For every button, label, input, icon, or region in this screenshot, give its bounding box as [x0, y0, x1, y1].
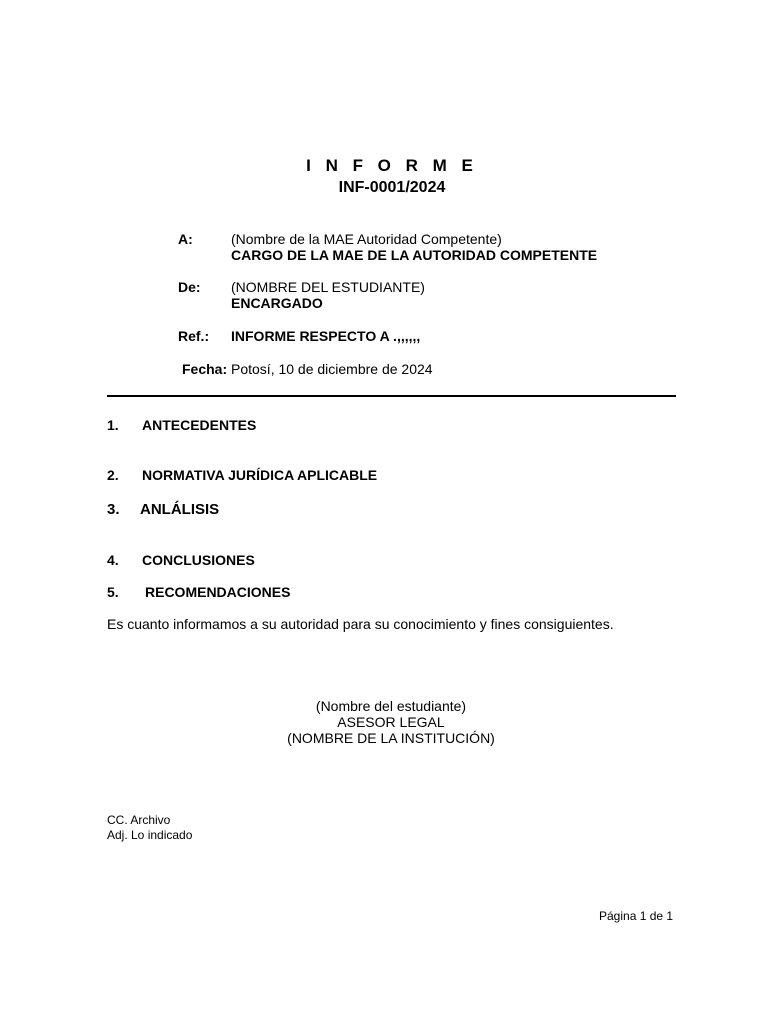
document-code: INF-0001/2024 — [338, 179, 446, 196]
from-position: ENCARGADO — [231, 295, 323, 311]
header-divider — [107, 395, 676, 397]
to-name: (Nombre de la MAE Autoridad Competente) — [231, 231, 502, 247]
to-position: CARGO DE LA MAE DE LA AUTORIDAD COMPETENTE — [231, 247, 598, 263]
section-number: 5. — [107, 584, 119, 600]
section-number: 3. — [107, 501, 120, 518]
section-number: 1. — [107, 417, 119, 433]
section-number: 2. — [107, 467, 119, 483]
signature-role: ASESOR LEGAL — [337, 714, 445, 730]
ref-value: INFORME RESPECTO A .,,,,,, — [231, 328, 421, 344]
from-name: (NOMBRE DEL ESTUDIANTE) — [231, 279, 425, 295]
signature-institution: (NOMBRE DE LA INSTITUCIÓN) — [287, 730, 495, 746]
cc-note: CC. Archivo — [107, 813, 171, 827]
section-title-antecedentes: ANTECEDENTES — [142, 417, 257, 433]
section-title-conclusiones: CONCLUSIONES — [142, 552, 255, 568]
section-title-analisis: ANLÁLISIS — [140, 501, 220, 518]
from-label: De: — [178, 279, 201, 295]
date-label: Fecha: — [182, 361, 228, 377]
to-label: A: — [178, 231, 193, 247]
section-title-normativa: NORMATIVA JURÍDICA APLICABLE — [142, 467, 378, 483]
section-number: 4. — [107, 552, 119, 568]
closing-statement: Es cuanto informamos a su autoridad para su conocimiento y fines consiguientes. — [107, 616, 614, 632]
date-value: Potosí, 10 de diciembre de 2024 — [231, 361, 433, 377]
signature-name: (Nombre del estudiante) — [315, 698, 467, 714]
document-title: I N F O R M E — [306, 156, 478, 175]
page-number: Página 1 de 1 — [599, 909, 674, 923]
ref-label: Ref.: — [178, 328, 210, 344]
section-title-recomendaciones: RECOMENDACIONES — [145, 584, 291, 600]
attachment-note: Adj. Lo indicado — [107, 828, 193, 842]
